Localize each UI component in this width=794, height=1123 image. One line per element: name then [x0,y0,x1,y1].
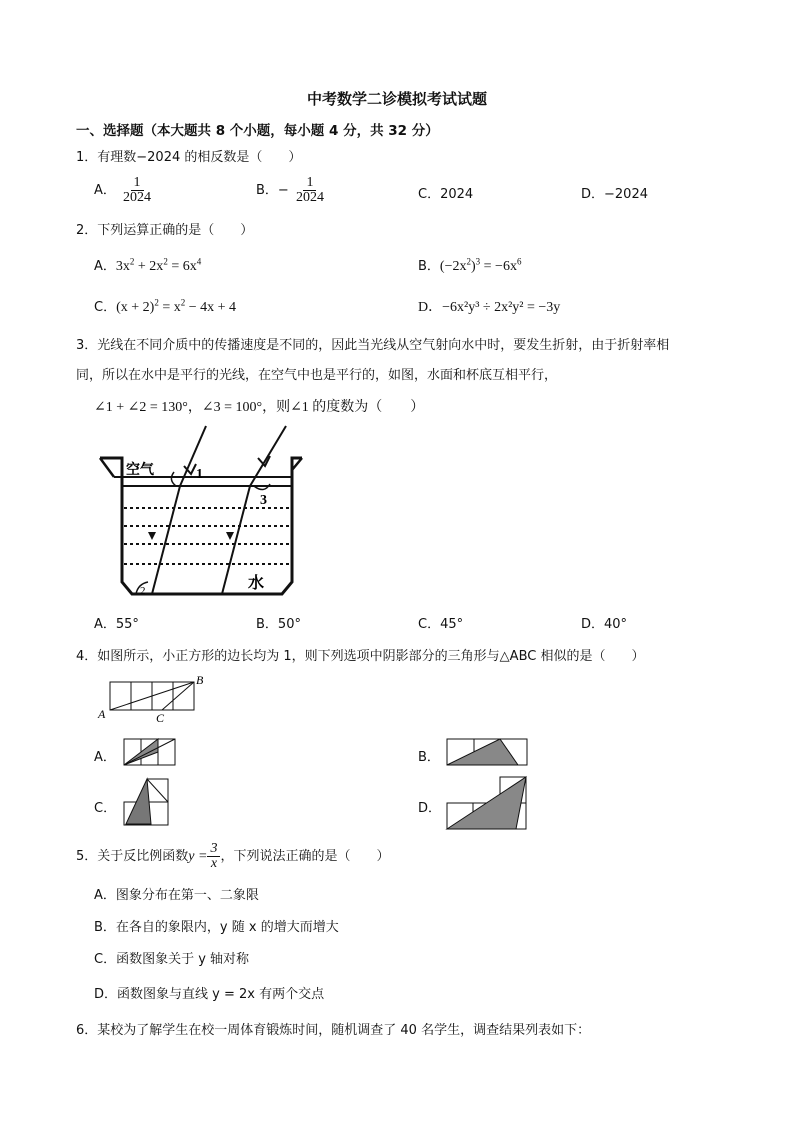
q5-func-y: y = [188,849,208,864]
q2-option-d-expr: D．−6x²y³ ÷ 2x²y² = −3y [418,300,561,315]
question-4-stem: 4．如图所示，小正方形的边长均为 1，则下列选项中阴影部分的三角形与△ABC 相似的是（ ） [76,649,645,664]
question-3-stem-line1: 3．光线在不同介质中的传播速度是不同的，因此当光线从空气射向水中时，要发生折射，由于折射率相 [76,338,670,353]
question-3-stem-line2: 同，所以在水中是平行的光线，在空气中也是平行的，如图，水面和杯底互相平行， [76,368,558,383]
q1-option-d[interactable]: D．−2024 [581,187,648,202]
q1-option-b-fraction: $\frac{1}{2024}$ [295,175,324,205]
q5-option-c[interactable]: C．函数图象关于 y 轴对称 [94,952,250,967]
page-title: 中考数学二诊模拟考试试题 [306,90,487,108]
q2-option-b-expr: $(-2x^2)^3 = -6x^6$ [439,256,522,274]
question-1-stem: 1．有理数−2024 的相反数是（ ） [76,150,302,165]
q2-option-c-label: C． [94,300,117,315]
question-6-stem: 6．某校为了解学生在校一周体育锻炼时间，随机调查了 40 名学生，调查结果列表如下： [76,1023,591,1038]
q2-option-c-expr: $(x + 2)^2 = x^2 - 4x + 4$ [116,297,237,315]
label-air: 空气 [126,462,154,478]
q2-option-c[interactable] [94,296,236,316]
q2-option-b[interactable] [418,255,521,275]
label-angle-3: 3 [260,493,267,508]
q5-option-b[interactable]: B．在各自的象限内，y 随 x 的增大而增大 [94,920,339,935]
q1-option-b-label: B．− [256,183,289,198]
q1-option-b[interactable] [256,176,327,205]
q3-option-d[interactable]: D．40° [581,617,628,632]
point-a-label: A [98,707,106,721]
point-b-label: B [196,673,204,687]
q4-option-c-label[interactable]: C． [94,801,117,816]
q4-option-b-label[interactable]: B． [418,750,440,765]
q4-option-a-label[interactable]: A． [94,750,116,765]
q1-option-c[interactable]: C．2024 [418,187,474,202]
q1-option-a-label: A． [94,183,116,198]
q4-option-d-label[interactable]: D． [418,801,442,816]
label-water: 水 [248,573,265,592]
q4-option-b-figure[interactable] [446,738,530,768]
q1-option-a-fraction: $\frac{1}{2024}$ [123,175,152,205]
q2-option-d[interactable] [418,296,560,316]
q2-option-a-label: A． [94,259,116,274]
abc-triangle-figure [96,672,216,728]
q3-option-c[interactable]: C．45° [418,617,464,632]
label-angle-1: 1 [196,467,203,482]
q5-option-d[interactable]: D．函数图象与直线 y = 2x 有两个交点 [94,987,325,1002]
q2-option-a-expr: $3x^2 + 2x^2 = 6x^4$ [115,256,202,274]
q3-option-a[interactable]: A．55° [94,617,139,632]
question-5-stem [76,842,389,871]
q5-func-fraction: $\frac{3}{x}$ [207,842,220,871]
q2-option-a[interactable] [94,255,201,275]
q5-stem-post: ，下列说法正确的是（ ） [220,849,390,864]
q5-option-a[interactable]: A．图象分布在第一、二象限 [94,888,259,903]
q4-option-a-figure[interactable] [123,738,177,768]
q1-option-a[interactable] [94,176,154,205]
refraction-figure [96,422,306,602]
q3-option-b[interactable]: B．50° [256,617,301,632]
question-2-stem: 2．下列运算正确的是（ ） [76,223,254,238]
question-3-stem-line3: ∠1 + ∠2 = 130°，∠3 = 100°，则∠1 的度数为（ ） [94,400,425,415]
point-c-label: C [156,711,165,725]
q4-option-c-figure[interactable] [123,778,171,828]
q2-option-b-label: B． [418,259,440,274]
section-heading: 一、选择题（本大题共 8 个小题，每小题 4 分，共 32 分） [76,123,439,139]
label-angle-2: 2 [140,585,146,597]
q5-stem-pre: 5．关于反比例函数 [76,849,189,864]
q4-option-d-figure[interactable] [446,776,530,832]
